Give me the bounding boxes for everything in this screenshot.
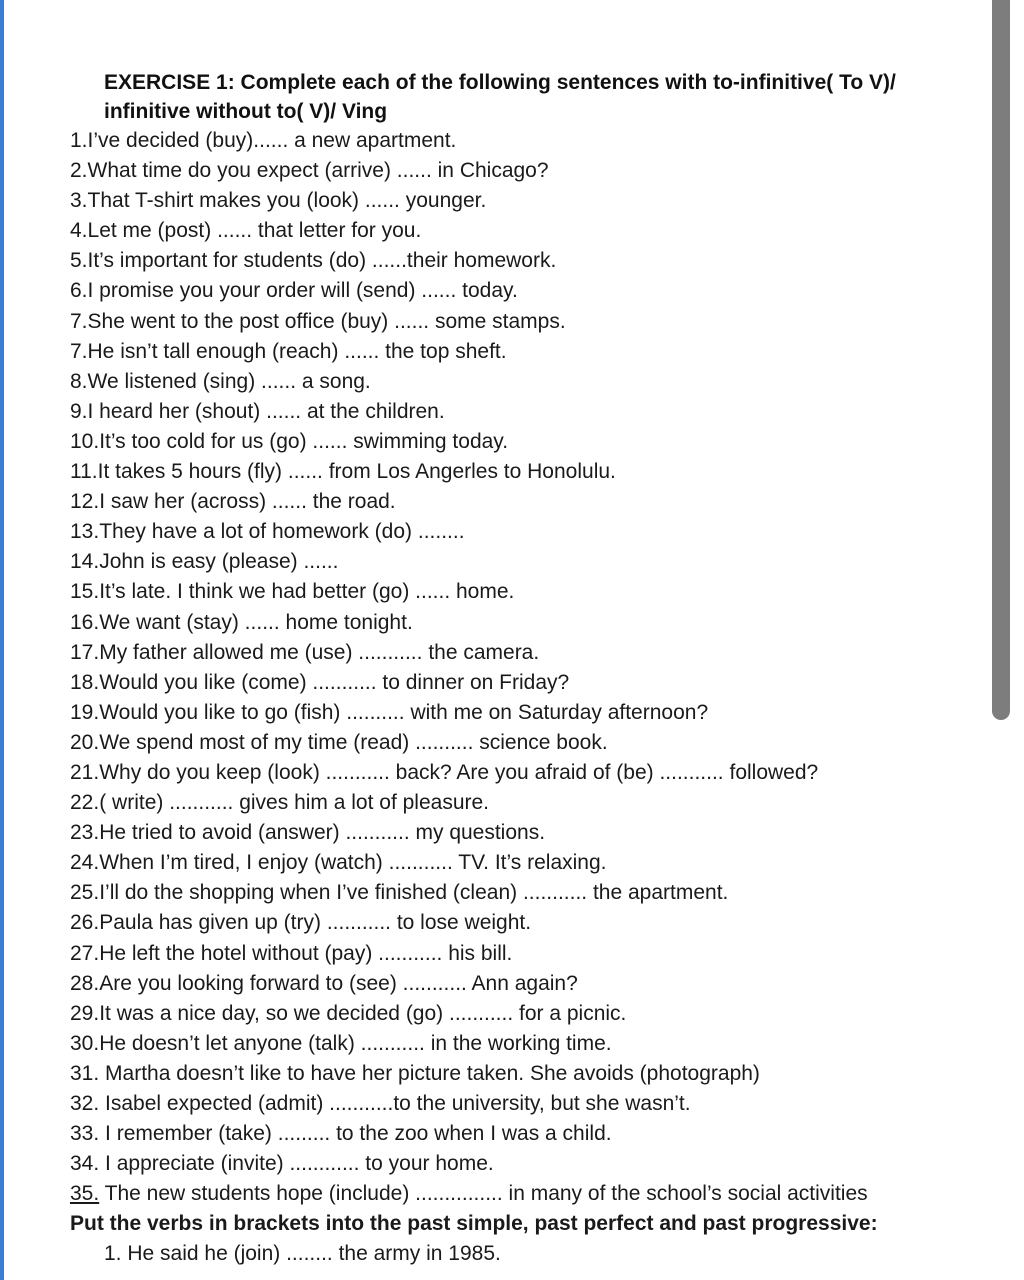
item-text: He left the hotel without (pay) ........... his bill. [99,941,513,965]
item-text: I’ve decided (buy)...... a new apartment. [87,129,457,152]
item-number: 10. [70,429,100,453]
item-text: We spend most of my time (read) .......... science book. [99,730,608,754]
item-number: 25. [70,881,100,905]
exercise-item [70,126,950,156]
item-number: 5. [70,249,88,273]
document-body [70,68,950,1269]
item-number: 26. [70,911,100,935]
item-text: What time do you expect (arrive) ...... in Chicago? [87,159,549,183]
item-text: He isn’t tall enough (reach) ...... the top sheft. [87,339,507,363]
exercise-item [70,1029,950,1059]
exercise-item [70,427,950,457]
exercise-item [70,367,950,397]
exercise-item [70,307,950,337]
item-number: 7. [70,309,88,333]
item-number: 32. [70,1092,100,1115]
item-number: 6. [70,279,88,303]
item-text: ( write) ........... gives him a lot of pleasure. [99,791,490,815]
item-text: I heard her (shout) ...... at the children. [87,399,445,423]
item-text: That T-shirt makes you (look) ...... younger. [87,189,487,213]
exercise-item [70,698,950,728]
item-text: Are you looking forward to (see) ........... Ann again? [99,971,578,995]
exercise-item [70,1119,950,1149]
item-number: 12. [70,490,100,514]
exercise-item [70,848,950,878]
exercise-item [70,969,950,999]
item-text: When I’m tired, I enjoy (watch) ........... TV. It’s relaxing. [99,851,607,875]
exercise-item [70,517,950,547]
exercise-list [70,126,950,1209]
exercise-item [70,1059,950,1089]
item-number: 16. [70,610,100,634]
item-text: They have a lot of homework (do) ........ [99,520,465,544]
left-border [0,0,4,1280]
exercise-item [70,608,950,638]
item-number: 18. [70,670,100,694]
item-number: 27. [70,941,100,965]
item-text: I remember (take) ......... to the zoo when I was a child. [99,1122,612,1146]
item-number: 35. [70,1182,100,1206]
item-number: 11. [70,460,98,484]
item-number: 7. [70,339,88,363]
section-heading: Put the verbs in brackets into the past simple, past perfect and past progressive: [70,1212,878,1236]
item-number: 8. [70,369,88,393]
section-first-item: 1. He said he (join) ........ the army in 1985. [104,1242,501,1266]
exercise-item [70,276,950,306]
item-text: I promise you your order will (send) ...... today. [87,279,518,303]
item-text: Let me (post) ...... that letter for you. [87,219,422,243]
exercise-item [70,216,950,246]
item-number: 24. [70,851,100,875]
item-text: We listened (sing) ...... a song. [87,369,371,393]
exercise-item [70,397,950,427]
item-text: Why do you keep (look) ........... back? Are you afraid of (be) ........... followed? [99,760,819,784]
item-text: Martha doesn’t like to have her picture taken. She avoids (photograph) [99,1061,760,1085]
exercise-item [70,186,950,216]
item-text: She went to the post office (buy) ...... some stamps. [87,309,566,333]
item-number: 4. [70,219,88,243]
item-number: 13. [70,520,100,544]
item-text: Would you like (come) ........... to dinner on Friday? [99,670,570,694]
exercise-item [70,999,950,1029]
exercise-item [70,156,950,186]
exercise-item [70,818,950,848]
item-text: Isabel expected (admit) ...........to the university, but she wasn’t. [99,1092,691,1115]
exercise-item [70,788,950,818]
scrollbar-thumb[interactable] [992,0,1010,720]
item-number: 14. [70,550,100,574]
item-number: 17. [70,640,100,664]
item-number: 3. [70,189,88,213]
item-number: 1. [70,129,88,152]
exercise-item [70,939,950,969]
item-number: 21. [70,760,100,784]
item-text: It’s too cold for us (go) ...... swimming today. [99,429,509,453]
item-text: He doesn’t let anyone (talk) ........... in the working time. [99,1031,612,1055]
item-text: I’ll do the shopping when I’ve finished (clean) ........... the apartment. [99,881,729,905]
item-number: 22. [70,791,100,815]
item-text: I saw her (across) ...... the road. [99,490,396,514]
exercise-item [70,668,950,698]
item-number: 9. [70,399,88,423]
exercise-item [70,547,950,577]
item-text: John is easy (please) ...... [99,550,339,574]
item-number: 15. [70,580,100,604]
item-number: 23. [70,821,100,845]
exercise-item [70,758,950,788]
exercise-item [70,1179,950,1209]
exercise-item [70,878,950,908]
exercise-heading [104,68,950,126]
exercise-item [70,337,950,367]
exercise-item [70,728,950,758]
exercise-heading-line1: EXERCISE 1: Complete each of the following sentences with to-infinitive( To V)/ [104,71,896,94]
item-number: 34. [70,1152,100,1176]
item-text: It takes 5 hours (fly) ...... from Los Angerles to Honolulu. [97,460,616,484]
exercise-heading-line2: infinitive without to( V)/ Ving [104,100,388,123]
item-number: 29. [70,1001,100,1025]
exercise-item [70,577,950,607]
exercise-item [70,487,950,517]
item-text: Would you like to go (fish) .......... with me on Saturday afternoon? [99,700,709,724]
item-number: 33. [70,1122,100,1146]
item-number: 30. [70,1031,100,1055]
item-number: 31. [70,1061,100,1085]
item-number: 2. [70,159,88,183]
item-text: He tried to avoid (answer) ........... my questions. [99,821,546,845]
item-text: It was a nice day, so we decided (go) ........... for a picnic. [99,1001,627,1025]
exercise-item [70,638,950,668]
exercise-item [70,908,950,938]
item-text: My father allowed me (use) ........... the camera. [99,640,540,664]
item-text: Paula has given up (try) ........... to lose weight. [99,911,532,935]
item-text: We want (stay) ...... home tonight. [99,610,413,634]
item-text: It’s important for students (do) ......their homework. [87,249,557,273]
item-number: 20. [70,730,100,754]
exercise-item [70,1089,950,1119]
item-number: 19. [70,700,100,724]
item-text: It’s late. I think we had better (go) ...... home. [99,580,515,604]
exercise-item [70,246,950,276]
item-text: The new students hope (include) ............... in many of the school’s social activities [99,1182,868,1206]
exercise-item [70,1149,950,1179]
item-number: 28. [70,971,100,995]
item-text: I appreciate (invite) ............ to your home. [99,1152,494,1176]
exercise-item [70,457,950,487]
